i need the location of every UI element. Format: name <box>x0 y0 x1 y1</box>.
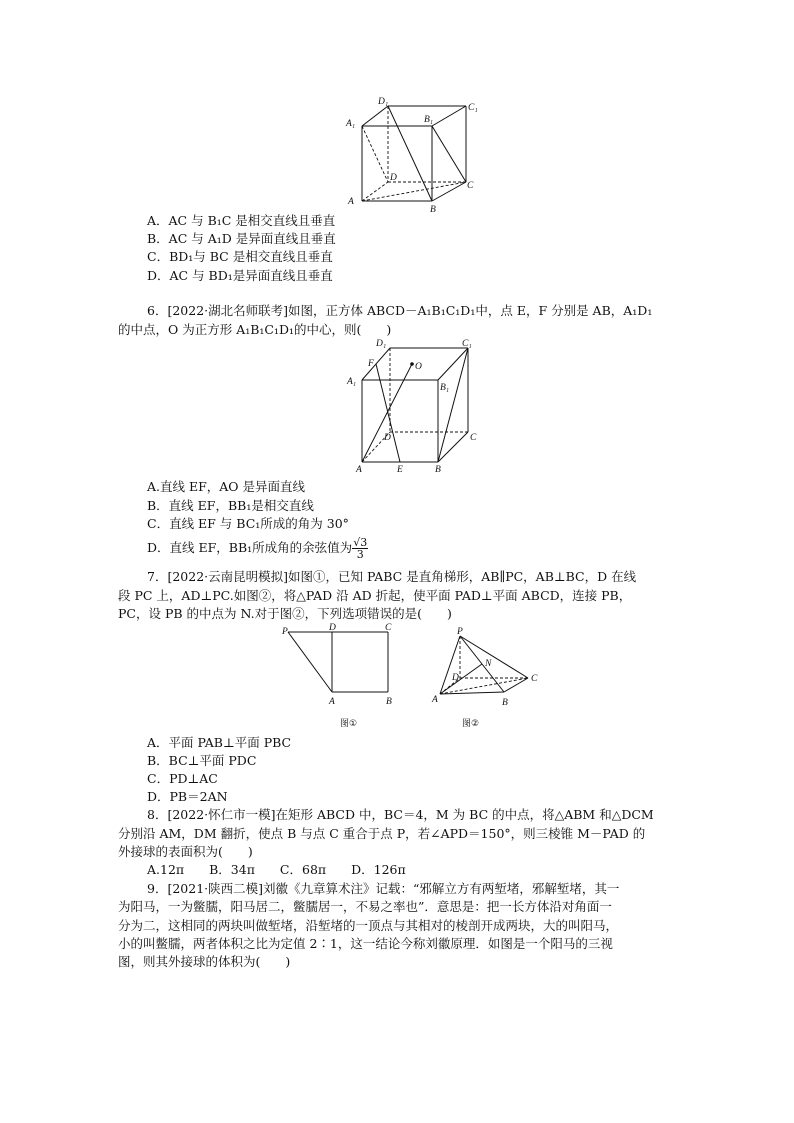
q7-stem-line2: 段 PC 上，AD⊥PC.如图②，将△PAD 沿 AD 折起，使平面 PAD⊥平面 ABCD，连接 PB， <box>118 588 632 603</box>
figure-caption-1: 图① <box>340 719 358 729</box>
q5-option-b: B．AC 与 A₁D 是异面直线且垂直 <box>147 231 336 246</box>
label-B: B <box>502 698 508 708</box>
q9-stem-line4: 小的叫鳖臑，两者体积之比为定值 2∶1，这一结论今称刘徽原理．如图是一个阳马的三视 <box>118 936 613 951</box>
label-B: B <box>430 205 436 214</box>
label-A1: A₁ <box>346 119 356 129</box>
q7-option-a: A．平面 PAB⊥平面 PBC <box>147 735 292 750</box>
q6-option-a: A.直线 EF，AO 是异面直线 <box>147 479 306 494</box>
label-O: O <box>415 362 422 372</box>
q5-option-c: C．BD₁与 BC 是相交直线且垂直 <box>147 249 333 264</box>
label-B: B <box>435 465 441 475</box>
label-C: C <box>385 623 392 633</box>
q9-stem-line3: 分为二，这相同的两块叫做堑堵，沿堑堵的一顶点与其相对的棱剖开成两块，大的叫阳马， <box>118 918 619 933</box>
q7-stem-line1: 7．[2022·云南昆明模拟]如图①，已知 PABC 是直角梯形，AB∥PC，AB⊥BC，D 在线 <box>147 569 637 584</box>
q7-figure-1 <box>278 622 408 732</box>
q7-option-b: B．BC⊥平面 PDC <box>147 753 257 768</box>
label-C1: C₁ <box>462 339 472 349</box>
q5-option-d: D．AC 与 BD₁是异面直线且垂直 <box>147 268 333 283</box>
label-A: A <box>432 695 438 705</box>
label-P: P <box>457 627 463 637</box>
q7-stem-line3: PC，设 PB 的中点为 N.对于图②，下列选项错误的是( ) <box>118 606 452 621</box>
fraction-denominator: 3 <box>356 548 364 561</box>
label-B: B <box>386 697 392 707</box>
q9-stem-line2: 为阳马，一为鳖臑，阳马居二，鳖臑居一，不易之率也”．意思是：把一长方体沿对角面一 <box>118 899 612 914</box>
label-F: F <box>368 359 374 369</box>
q7-figure-2 <box>428 626 548 732</box>
fraction-numerator: √3 <box>353 536 368 549</box>
q6-stem-line2: 的中点，O 为正方形 A₁B₁C₁D₁的中心，则( ) <box>118 322 392 337</box>
label-D: D <box>452 673 459 683</box>
label-A: A <box>348 197 354 207</box>
label-D1: D₁ <box>378 97 389 107</box>
q9-stem-line1: 9．[2021·陕西二模]刘徽《九章算术注》记载：“邪解立方有两堑堵，邪解堑堵，其一 <box>147 881 620 896</box>
figure-caption-2: 图② <box>462 719 480 729</box>
q6-stem-line1: 6．[2022·湖北名师联考]如图，正方体 ABCD－A₁B₁C₁D₁中，点 E，F 分别是 AB，A₁D₁ <box>147 303 653 318</box>
q9-stem-line5: 图，则其外接球的体积为( ) <box>118 954 291 969</box>
q7-option-d: D．PB＝2AN <box>147 789 228 804</box>
label-C: C <box>531 674 538 684</box>
q8-options: A.12π B．34π C．68π D．126π <box>147 862 406 877</box>
q6-option-d-text: D．直线 EF，BB₁所成角的余弦值为 <box>147 540 353 555</box>
label-C1: C₁ <box>468 103 478 113</box>
q7-option-c: C．PD⊥AC <box>147 771 218 786</box>
label-C: C <box>467 181 474 191</box>
label-N: N <box>485 659 492 669</box>
q8-stem-line3: 外接球的表面积为( ) <box>118 844 253 859</box>
q6-option-d <box>147 534 368 562</box>
label-A: A <box>356 465 362 475</box>
label-D1: D₁ <box>376 339 387 349</box>
q6-option-c: C．直线 EF 与 BC₁所成的角为 30° <box>147 516 349 531</box>
label-C: C <box>470 433 477 443</box>
label-A1: A₁ <box>347 377 357 387</box>
label-B1: B₁ <box>424 115 434 125</box>
q6-cube-figure <box>344 336 480 476</box>
q6-option-b: B．直线 EF，BB₁是相交直线 <box>147 498 314 513</box>
q5-option-a: A．AC 与 B₁C 是相交直线且垂直 <box>147 213 336 228</box>
q5-cube-figure <box>340 96 480 214</box>
q8-stem-line1: 8．[2022·怀仁市一模]在矩形 ABCD 中，BC＝4，M 为 BC 的中点，将△ABM 和△DCM <box>147 807 654 822</box>
label-A: A <box>329 697 335 707</box>
label-B1: B₁ <box>440 383 450 393</box>
label-E: E <box>397 465 403 475</box>
label-P: P <box>282 627 288 637</box>
q8-stem-line2: 分别沿 AM，DM 翻折，使点 B 与点 C 重合于点 P，若∠APD＝150°，则三棱锥 M－PAD 的 <box>118 826 646 841</box>
label-D: D <box>384 433 391 443</box>
label-D: D <box>329 623 336 633</box>
fraction <box>352 537 368 560</box>
label-D: D <box>390 173 397 183</box>
